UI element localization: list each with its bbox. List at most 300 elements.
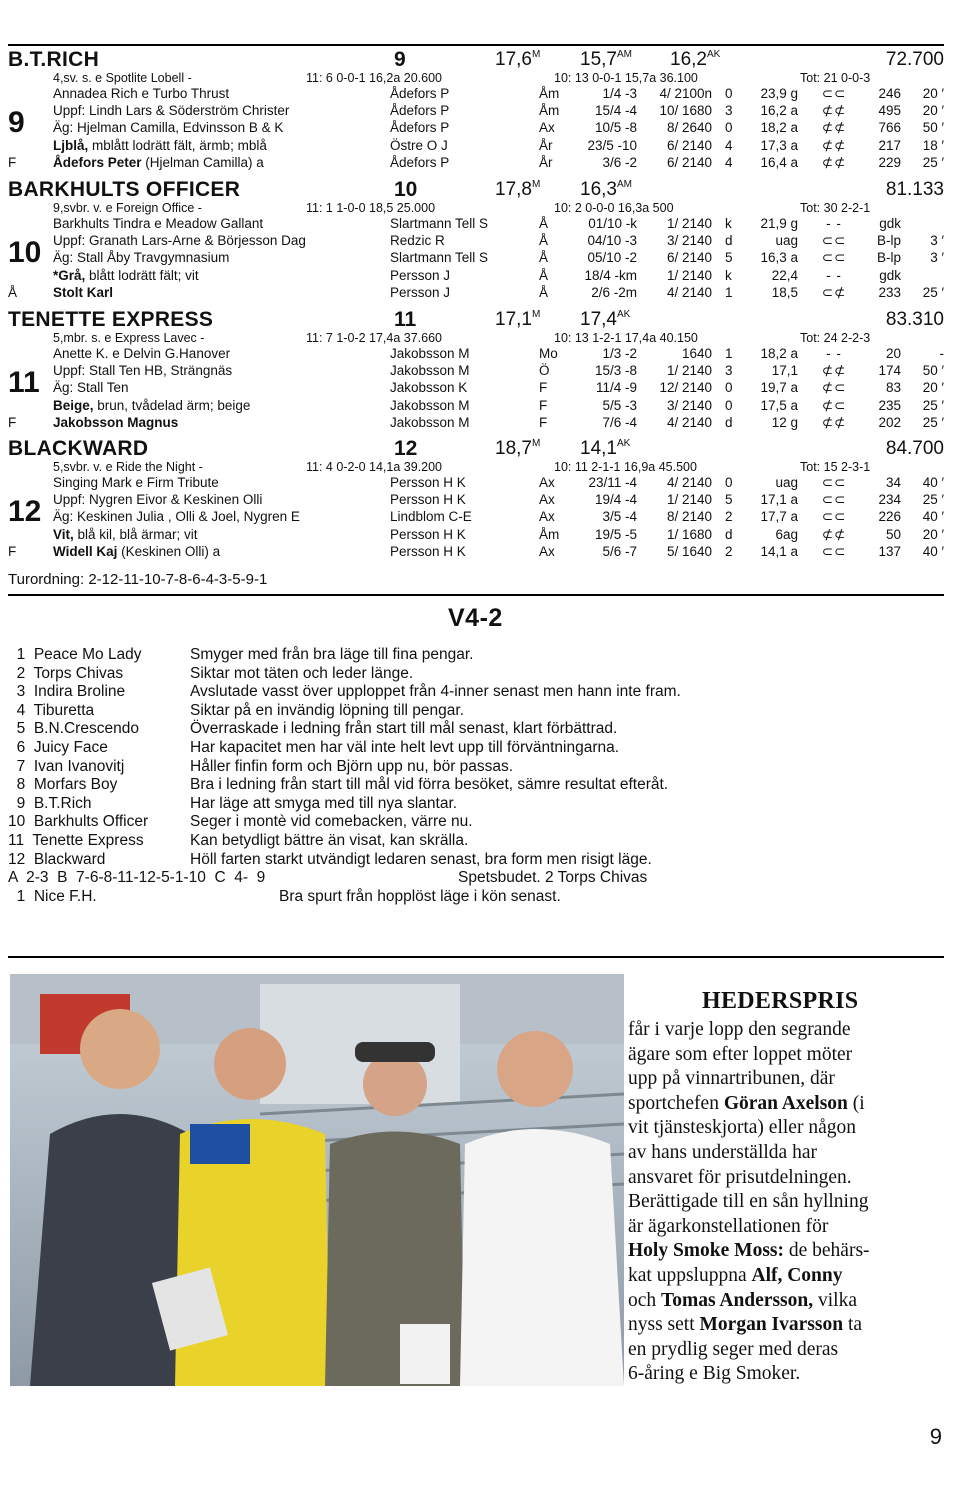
shoe-marker: Å [8, 284, 18, 300]
tip-row [8, 702, 944, 721]
horse-detail: Uppf: Stall Ten HB, Strängnäs [53, 363, 233, 379]
placing: k [725, 267, 732, 283]
horse-detail: Uppf: Nygren Eivor & Keskinen Olli [53, 492, 263, 508]
odds: 20 [885, 346, 901, 361]
prize: 20 ′ [922, 380, 944, 396]
stats-this-year: 11: 1 1-0-0 18,5 25.000 [306, 201, 436, 215]
spetsbudet: Spetsbudet. 2 Torps Chivas [458, 869, 648, 887]
prize: 50 ′ [922, 363, 944, 379]
tip-row [8, 795, 944, 814]
start-row [8, 233, 944, 250]
odds: 495 [878, 103, 901, 119]
tip-horse: 2 Torps Chivas [8, 664, 124, 682]
prize: 40 ′ [922, 509, 944, 525]
horse-detail: Uppf: Granath Lars-Arne & Börjesson Dag [53, 233, 306, 249]
horse-header [8, 437, 944, 459]
horse-detail: Ådefors Peter (Hjelman Camilla) a [53, 154, 264, 170]
tip-comment: Höll farten starkt utvändigt ledaren senast, bra form men risigt läge. [190, 850, 652, 868]
race-date: 15/4 -4 [594, 103, 637, 119]
heders-segment: får i varje lopp den segrande [628, 1019, 851, 1040]
tip-horse: 11 Tenette Express [8, 831, 144, 849]
start-row [8, 509, 944, 526]
heders-line [628, 1116, 948, 1141]
heders-segment: de behärs- [784, 1240, 870, 1262]
tip-comment: Håller finfin form och Björn upp nu, bör passas. [190, 757, 514, 775]
time: 19,7 a [760, 380, 798, 396]
heders-segment: sportchefen [628, 1092, 724, 1114]
start-number: 9 [8, 106, 25, 139]
start-row [8, 103, 944, 120]
distance: 1/ 1680 [666, 526, 712, 542]
shoe-icon: ⊄⊄ [821, 103, 847, 119]
prize: 3 ′ [930, 250, 944, 266]
prize: 40 ′ [922, 543, 944, 559]
tip-comment: Seger i montè vid comebacken, värre nu. [190, 813, 473, 831]
time: 17,5 a [760, 397, 798, 413]
race-date: 1/4 -3 [602, 86, 637, 101]
odds: 217 [878, 137, 901, 153]
time: 16,3 a [760, 250, 798, 266]
separator-rule [8, 594, 944, 596]
tip-comment: Överraskade i ledning från start till mål senast, klart förbättrad. [190, 720, 618, 738]
shoe-icon: ⊂⊂ [821, 492, 847, 508]
race-title: V4-2 [448, 604, 503, 632]
heders-segment: av hans underställda har [628, 1141, 817, 1163]
best-time-3: $16,2^{AK}$ [670, 49, 721, 70]
tip-row [8, 776, 944, 795]
tip-horse: 3 Indira Broline [8, 683, 126, 701]
track: Å [539, 233, 549, 249]
horse-detail: Ljblå, mblått lodrätt fält, ärmb; mblå [53, 137, 267, 153]
track: År [539, 137, 553, 153]
horse-header [8, 48, 944, 70]
horse-detail: Äg: Keskinen Julia , Olli & Joel, Nygren E [53, 509, 300, 525]
time: uag [775, 233, 798, 249]
shoe-icon: - - [826, 216, 842, 231]
start-row [8, 285, 944, 302]
placing: 0 [725, 86, 733, 101]
odds: 226 [878, 509, 901, 525]
stats-last-year: 10: 2 0-0-0 16,3a 500 [554, 201, 674, 215]
distance: 8/ 2140 [666, 509, 712, 525]
time: 18,2 a [760, 120, 798, 136]
horse-name: BARKHULTS OFFICER [8, 178, 241, 201]
race-date: 11/4 -9 [595, 380, 637, 396]
driver: Persson H K [390, 543, 466, 559]
shoe-marker: F [8, 414, 17, 430]
distance: 6/ 2140 [666, 154, 712, 170]
odds: 50 [885, 526, 901, 542]
shoe-icon: ⊂⊂ [821, 233, 847, 249]
tip-horse: 10 Barkhults Officer [8, 813, 149, 831]
tip-horse: 4 Tiburetta [8, 701, 95, 719]
start-number: 11 [8, 366, 40, 399]
shoe-icon: ⊂⊄ [821, 284, 847, 300]
driver: Jakobsson M [390, 346, 470, 361]
heders-segment: (i [847, 1092, 865, 1114]
tip-row [8, 888, 944, 907]
horse-earnings: 83.310 [885, 309, 944, 330]
start-row [8, 380, 944, 397]
heders-segment: Morgan Ivarsson [699, 1314, 844, 1336]
heders-segment: ta [843, 1314, 863, 1336]
start-row [8, 492, 944, 509]
time-suffix: AM [616, 179, 632, 190]
heders-segment: vit tjänsteskjorta) eller någon [628, 1117, 856, 1139]
driver: Ådefors P [390, 120, 450, 136]
horse-detail: Äg: Stall Åby Travgymnasium [53, 250, 230, 266]
tip-horse: 12 Blackward [8, 850, 106, 868]
shoe-icon: ⊂⊂ [821, 475, 847, 490]
prize-photo-illustration [10, 974, 624, 1386]
odds: B-lp [876, 250, 901, 266]
start-row [8, 544, 944, 561]
prize-photo [10, 974, 624, 1386]
placing: d [725, 233, 733, 249]
shoe-icon: ⊂⊂ [821, 86, 847, 101]
horse-entry [8, 48, 944, 172]
race-date: 19/5 -5 [594, 526, 637, 542]
tip-row [8, 646, 944, 665]
race-date: 05/10 -2 [587, 250, 637, 266]
horse-detail: Vit, blå kil, blå ärmar; vit [53, 526, 198, 542]
horse-stats [8, 459, 944, 475]
placing: k [725, 216, 732, 231]
horse-header [8, 178, 944, 200]
prize: 40 ′ [922, 475, 944, 490]
heders-segment: 6-åring e Big Smoker. [628, 1363, 801, 1385]
driver: Ådefors P [390, 86, 450, 101]
distance: 1/ 2140 [666, 492, 712, 508]
tip-row [8, 720, 944, 739]
odds: 174 [878, 363, 901, 379]
best-time-2: $17,4^{AK}$ [580, 309, 631, 330]
prize: 20 ′ [922, 86, 944, 101]
horse-detail: Anette K. e Delvin G.Hanover [53, 346, 231, 361]
heders-line [628, 1264, 948, 1289]
horse-pedigree: 9,svbr. v. e Foreign Office - [53, 201, 202, 215]
driver: Persson H K [390, 475, 466, 490]
prize: 20 ′ [922, 526, 944, 542]
shoe-icon: ⊄⊄ [821, 154, 847, 170]
shoe-icon: ⊂⊂ [821, 543, 847, 559]
placing: 1 [725, 346, 733, 361]
placing: 2 [725, 543, 733, 559]
start-row [8, 138, 944, 155]
driver: Persson H K [390, 492, 466, 508]
placing: d [725, 414, 733, 430]
tip-row [8, 832, 944, 851]
tip-row [8, 758, 944, 777]
placing: 4 [725, 137, 733, 153]
start-row [8, 216, 944, 233]
horse-pedigree: 5,mbr. s. e Express Lavec - [53, 331, 205, 345]
shoe-icon: ⊄⊄ [821, 137, 847, 153]
driver: Jakobsson M [390, 363, 470, 379]
race-date: 7/6 -4 [602, 414, 637, 430]
track: Å [539, 216, 549, 231]
start-number: 10 [8, 236, 42, 269]
best-time-1: $18,7^M$ [495, 438, 541, 459]
distance: 1640 [681, 346, 712, 361]
track: Ax [539, 509, 555, 525]
track: F [539, 380, 548, 396]
time: 18,5 [771, 284, 798, 300]
odds: 83 [885, 380, 901, 396]
race-date: 01/10 -k [588, 216, 637, 231]
driver: Jakobsson K [390, 380, 468, 396]
placing: 3 [725, 103, 733, 119]
tip-comment: Avslutade vasst över upploppet från 4-inner senast men hann inte fram. [190, 683, 681, 701]
horse-entry [8, 308, 944, 432]
heders-line [628, 1215, 948, 1240]
horse-entry [8, 178, 944, 302]
horse-detail: Singing Mark e Firm Tribute [53, 475, 219, 490]
heders-line [628, 1092, 948, 1117]
distance: 1/ 2140 [666, 216, 712, 231]
driver: Jakobsson M [390, 414, 470, 430]
page-number: 9 [929, 1424, 942, 1449]
time: 21,9 g [760, 216, 798, 231]
start-row [8, 475, 944, 492]
heders-line [628, 1141, 948, 1166]
race-date: 04/10 -3 [587, 233, 637, 249]
horse-detail: Jakobsson Magnus [53, 414, 179, 430]
distance: 1/ 2140 [666, 363, 712, 379]
driver: Persson J [390, 267, 451, 283]
track: Åm [539, 103, 560, 119]
horse-detail: Beige, brun, tvådelad ärm; beige [53, 397, 251, 413]
stats-this-year: 11: 4 0-2-0 14,1a 39.200 [306, 460, 442, 474]
heders-line [628, 1166, 948, 1191]
odds: 246 [878, 86, 901, 101]
distance: 4/ 2140 [666, 475, 712, 490]
time-suffix: AK [616, 438, 631, 449]
shoe-icon: ⊂⊂ [821, 509, 847, 525]
race-date: 10/5 -8 [594, 120, 637, 136]
stats-total: Tot: 21 0-0-3 [800, 71, 871, 85]
tip-comment: Siktar på en invändig löpning till pengar. [190, 701, 465, 719]
horse-detail: Barkhults Tindra e Meadow Gallant [53, 216, 264, 231]
tip-horse: 1 Nice F.H. [8, 887, 97, 905]
horse-earnings: 72.700 [885, 49, 944, 70]
shoe-marker: F [8, 543, 17, 559]
odds: 766 [878, 120, 901, 136]
horse-number: 11 [394, 308, 417, 331]
heders-segment: Holy Smoke Moss: [628, 1240, 784, 1262]
horse-name: BLACKWARD [8, 437, 149, 460]
heders-line [628, 1018, 948, 1043]
race-date: 2/6 -2m [591, 284, 637, 300]
placing: 0 [725, 475, 733, 490]
best-time-1: $17,8^M$ [495, 179, 541, 200]
heders-text [628, 1018, 948, 1387]
distance: 6/ 2140 [666, 137, 712, 153]
time-suffix: M [531, 179, 541, 190]
track: Ax [539, 475, 555, 490]
stats-total: Tot: 30 2-2-1 [800, 201, 871, 215]
shoe-icon: ⊄⊄ [821, 120, 847, 136]
tip-comment: Bra spurt från hopplöst läge i kön senast. [279, 887, 561, 905]
heders-line [628, 1289, 948, 1314]
tip-horse: 6 Juicy Face [8, 738, 108, 756]
driver: Redzic R [390, 233, 445, 249]
best-time-2: $14,1^{AK}$ [580, 438, 631, 459]
tip-comment: Har kapacitet men har väl inte helt levt upp till förväntningarna. [190, 738, 620, 756]
tip-comment: Siktar mot täten och leder länge. [190, 664, 414, 682]
heders-segment: Tomas Andersson, [661, 1289, 814, 1311]
start-row [8, 398, 944, 415]
abc-line: A 2-3 B 7-6-8-11-12-5-1-10 C 4- 9 [8, 869, 266, 887]
time: 22,4 [771, 267, 798, 283]
heders-line [628, 1338, 948, 1363]
heders-segment: Alf, Conny [751, 1264, 843, 1286]
heders-line [628, 1239, 948, 1264]
horse-number: 12 [394, 437, 418, 460]
race-date: 5/6 -7 [602, 543, 637, 559]
track: Ax [539, 543, 555, 559]
time-suffix: AK [616, 309, 631, 320]
shoe-icon: - - [826, 346, 842, 361]
shoe-icon: - - [826, 267, 842, 283]
start-row [8, 527, 944, 544]
horse-detail: Annadea Rich e Turbo Thrust [53, 86, 230, 101]
stats-this-year: 11: 6 0-0-1 16,2a 20.600 [306, 71, 442, 85]
tip-row [8, 813, 944, 832]
race-date: 5/5 -3 [602, 397, 637, 413]
start-row [8, 415, 944, 432]
best-time-2: $15,7^{AM}$ [580, 49, 632, 70]
time: 17,1 a [760, 492, 798, 508]
driver: Östre O J [390, 137, 448, 153]
driver: Lindblom C-E [390, 509, 472, 525]
horse-detail: *Grå, blått lodrätt fält; vit [53, 267, 199, 283]
time: 17,3 a [760, 137, 798, 153]
heders-line [628, 1043, 948, 1068]
heders-segment: ägare som efter loppet möter [628, 1043, 853, 1065]
distance: 6/ 2140 [666, 250, 712, 266]
time-suffix: M [531, 49, 541, 60]
shoe-icon: ⊂⊂ [821, 250, 847, 266]
race-date: 15/3 -8 [594, 363, 637, 379]
stats-last-year: 10: 11 2-1-1 16,9a 45.500 [554, 460, 697, 474]
placing: d [725, 526, 733, 542]
odds: 235 [878, 397, 901, 413]
tip-row [8, 739, 944, 758]
track: Ö [539, 363, 550, 379]
horse-pedigree: 4,sv. s. e Spotlite Lobell - [53, 71, 192, 85]
heders-segment: Berättigade till en sån hyllning [628, 1191, 869, 1213]
distance: 3/ 2140 [666, 233, 712, 249]
placing: 4 [725, 154, 733, 170]
start-row [8, 86, 944, 103]
horse-earnings: 81.133 [885, 179, 944, 200]
placing: 5 [725, 250, 733, 266]
race-date: 23/11 -4 [588, 475, 637, 490]
stats-last-year: 10: 13 1-2-1 17,4a 40.150 [554, 331, 698, 345]
tip-comment: Smyger med från bra läge till fina pengar. [190, 646, 474, 663]
driver: Slartmann Tell S [390, 250, 489, 266]
odds: 202 [878, 414, 901, 430]
distance: 1/ 2140 [666, 267, 712, 283]
distance: 12/ 2140 [659, 380, 712, 396]
placing: 0 [725, 397, 733, 413]
tip-horse: 9 B.T.Rich [8, 794, 92, 812]
heders-segment: Göran Axelson [723, 1092, 848, 1114]
track: F [539, 414, 548, 430]
track: År [539, 154, 553, 170]
prize: 25 ′ [922, 284, 944, 300]
placing: 0 [725, 380, 733, 396]
horse-earnings: 84.700 [885, 438, 944, 459]
placing: 3 [725, 363, 733, 379]
horse-number: 10 [394, 178, 418, 201]
prize: 18 ′ [922, 137, 944, 153]
tip-horse: 1 Peace Mo Lady [8, 646, 142, 663]
heders-segment: ansvaret för prisutdelningen. [628, 1166, 852, 1188]
horse-detail: Äg: Stall Ten [53, 380, 129, 396]
track: Ax [539, 492, 555, 508]
shoe-icon: ⊄⊄ [821, 414, 847, 430]
start-row [8, 250, 944, 267]
time-suffix: AM [616, 49, 632, 60]
time: 16,2 a [760, 103, 798, 119]
track: Ax [539, 120, 555, 136]
race-date: 1/3 -2 [602, 346, 637, 361]
start-number: 12 [8, 495, 42, 528]
time: 16,4 a [760, 154, 798, 170]
prize: 3 ′ [930, 233, 944, 249]
odds: 137 [878, 543, 901, 559]
race-date: 3/5 -4 [602, 509, 637, 525]
driver: Jakobsson M [390, 397, 470, 413]
track: F [539, 397, 548, 413]
odds: 233 [878, 284, 901, 300]
distance: 5/ 1640 [666, 543, 712, 559]
tip-comment: Bra i ledning från start till mål vid förra besöket, sämre resultat efteråt. [190, 776, 669, 794]
driver: Persson J [390, 284, 451, 300]
prize: 25 ′ [922, 154, 944, 170]
horse-entry [8, 437, 944, 561]
horse-header [8, 308, 944, 330]
heders-segment: upp på vinnartribunen, där [628, 1068, 835, 1090]
stats-total: Tot: 15 2-3-1 [800, 460, 871, 474]
prize: - [939, 346, 944, 361]
best-time-2: $16,3^{AM}$ [580, 179, 632, 200]
odds: 229 [878, 154, 901, 170]
time-suffix: M [531, 309, 541, 320]
track: Åm [539, 86, 560, 101]
driver: Persson H K [390, 526, 466, 542]
prize: 25 ′ [922, 492, 944, 508]
prize: 25 ′ [922, 397, 944, 413]
heders-segment: en prydlig seger med deras [628, 1338, 839, 1360]
heders-segment: vilka [813, 1289, 857, 1311]
tip-row [8, 665, 944, 684]
shoe-marker: F [8, 154, 17, 170]
race-date: 23/5 -10 [587, 137, 637, 153]
horse-name: B.T.RICH [8, 48, 100, 71]
top-rule [8, 44, 944, 46]
race-date: 3/6 -2 [602, 154, 637, 170]
tip-row [8, 851, 944, 870]
distance: 4/ 2140 [666, 414, 712, 430]
driver: Slartmann Tell S [390, 216, 489, 231]
heders-line [628, 1067, 948, 1092]
horse-stats [8, 70, 944, 86]
driver: Ådefors P [390, 154, 450, 170]
odds: gdk [879, 216, 901, 231]
